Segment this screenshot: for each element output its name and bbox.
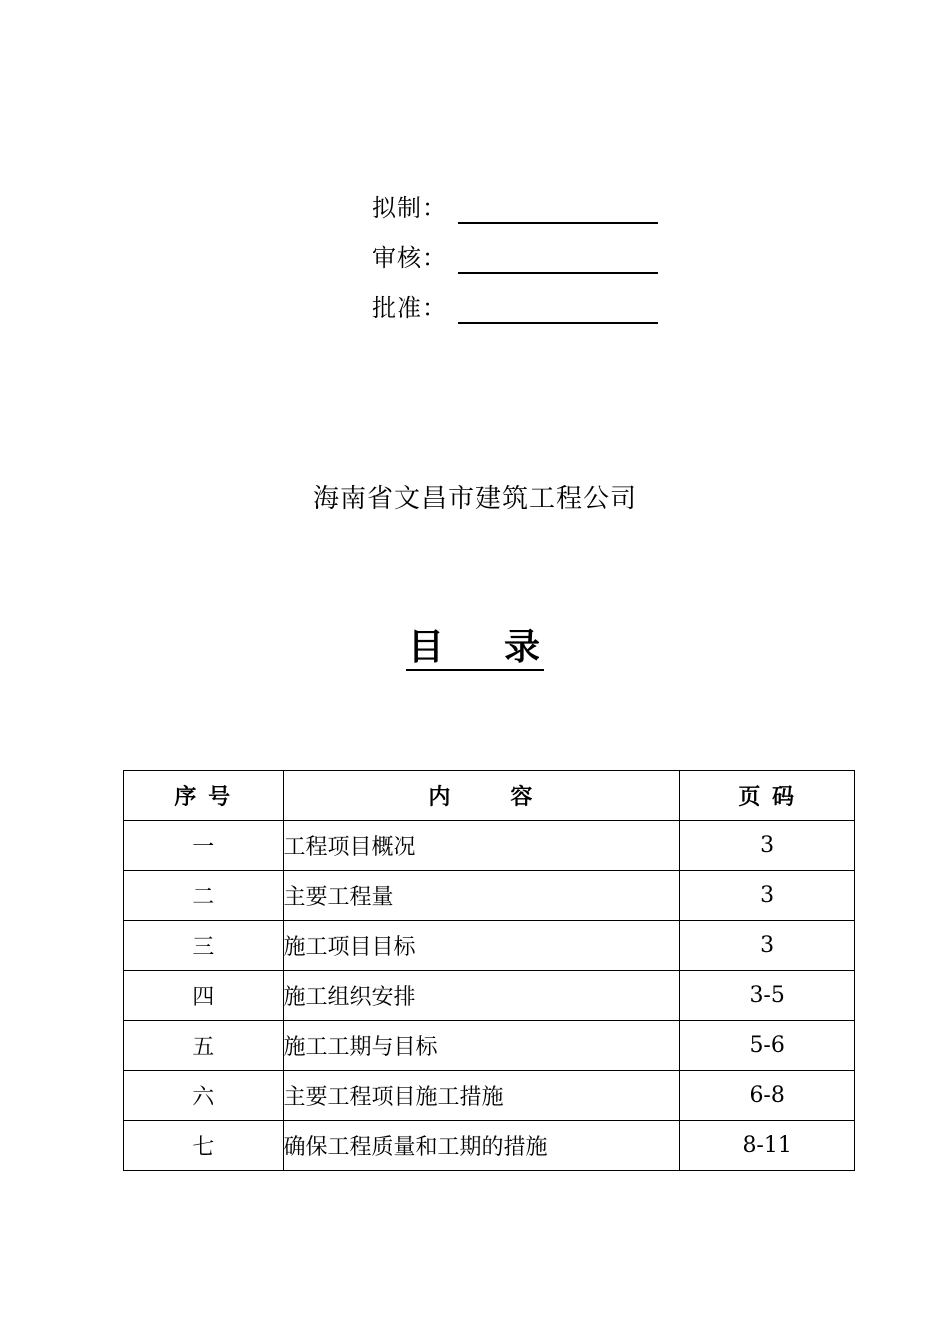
row-page: 3 xyxy=(680,871,855,921)
row-page: 3-5 xyxy=(680,971,855,1021)
table-row xyxy=(124,971,855,1021)
review-signature-line xyxy=(458,240,658,274)
table-row xyxy=(124,1021,855,1071)
signature-block xyxy=(372,178,672,328)
signature-row-review xyxy=(372,228,672,278)
company-name: 海南省文昌市建筑工程公司 xyxy=(312,484,637,514)
row-content: 主要工程项目施工措施 xyxy=(283,1071,680,1121)
draft-label: 拟制： xyxy=(372,194,447,222)
row-num: 四 xyxy=(124,971,284,1021)
row-content: 施工工期与目标 xyxy=(283,1021,680,1071)
table-row xyxy=(124,871,855,921)
header-page: 页 码 xyxy=(680,771,855,821)
review-label: 审核： xyxy=(372,244,447,272)
header-content: 内 容 xyxy=(283,771,680,821)
row-content: 确保工程质量和工期的措施 xyxy=(283,1121,680,1171)
row-num: 五 xyxy=(124,1021,284,1071)
draft-signature-line xyxy=(458,190,658,224)
row-content: 施工组织安排 xyxy=(283,971,680,1021)
row-page: 3 xyxy=(680,821,855,871)
toc-heading xyxy=(0,625,950,671)
row-num: 一 xyxy=(124,821,284,871)
toc-title: 目 录 xyxy=(406,625,544,671)
toc-header-row xyxy=(124,771,855,821)
table-row xyxy=(124,1121,855,1171)
toc-table xyxy=(123,770,855,1171)
approve-signature-line xyxy=(458,290,658,324)
row-num: 二 xyxy=(124,871,284,921)
row-num: 三 xyxy=(124,921,284,971)
row-content: 施工项目目标 xyxy=(283,921,680,971)
table-row xyxy=(124,821,855,871)
signature-row-approve xyxy=(372,278,672,328)
row-page: 3 xyxy=(680,921,855,971)
row-content: 工程项目概况 xyxy=(283,821,680,871)
header-num: 序 号 xyxy=(124,771,284,821)
approve-label: 批准： xyxy=(372,294,447,322)
row-page: 5-6 xyxy=(680,1021,855,1071)
row-num: 六 xyxy=(124,1071,284,1121)
signature-row-draft xyxy=(372,178,672,228)
row-page: 8-11 xyxy=(680,1121,855,1171)
row-num: 七 xyxy=(124,1121,284,1171)
table-row xyxy=(124,921,855,971)
row-content: 主要工程量 xyxy=(283,871,680,921)
row-page: 6-8 xyxy=(680,1071,855,1121)
table-row xyxy=(124,1071,855,1121)
